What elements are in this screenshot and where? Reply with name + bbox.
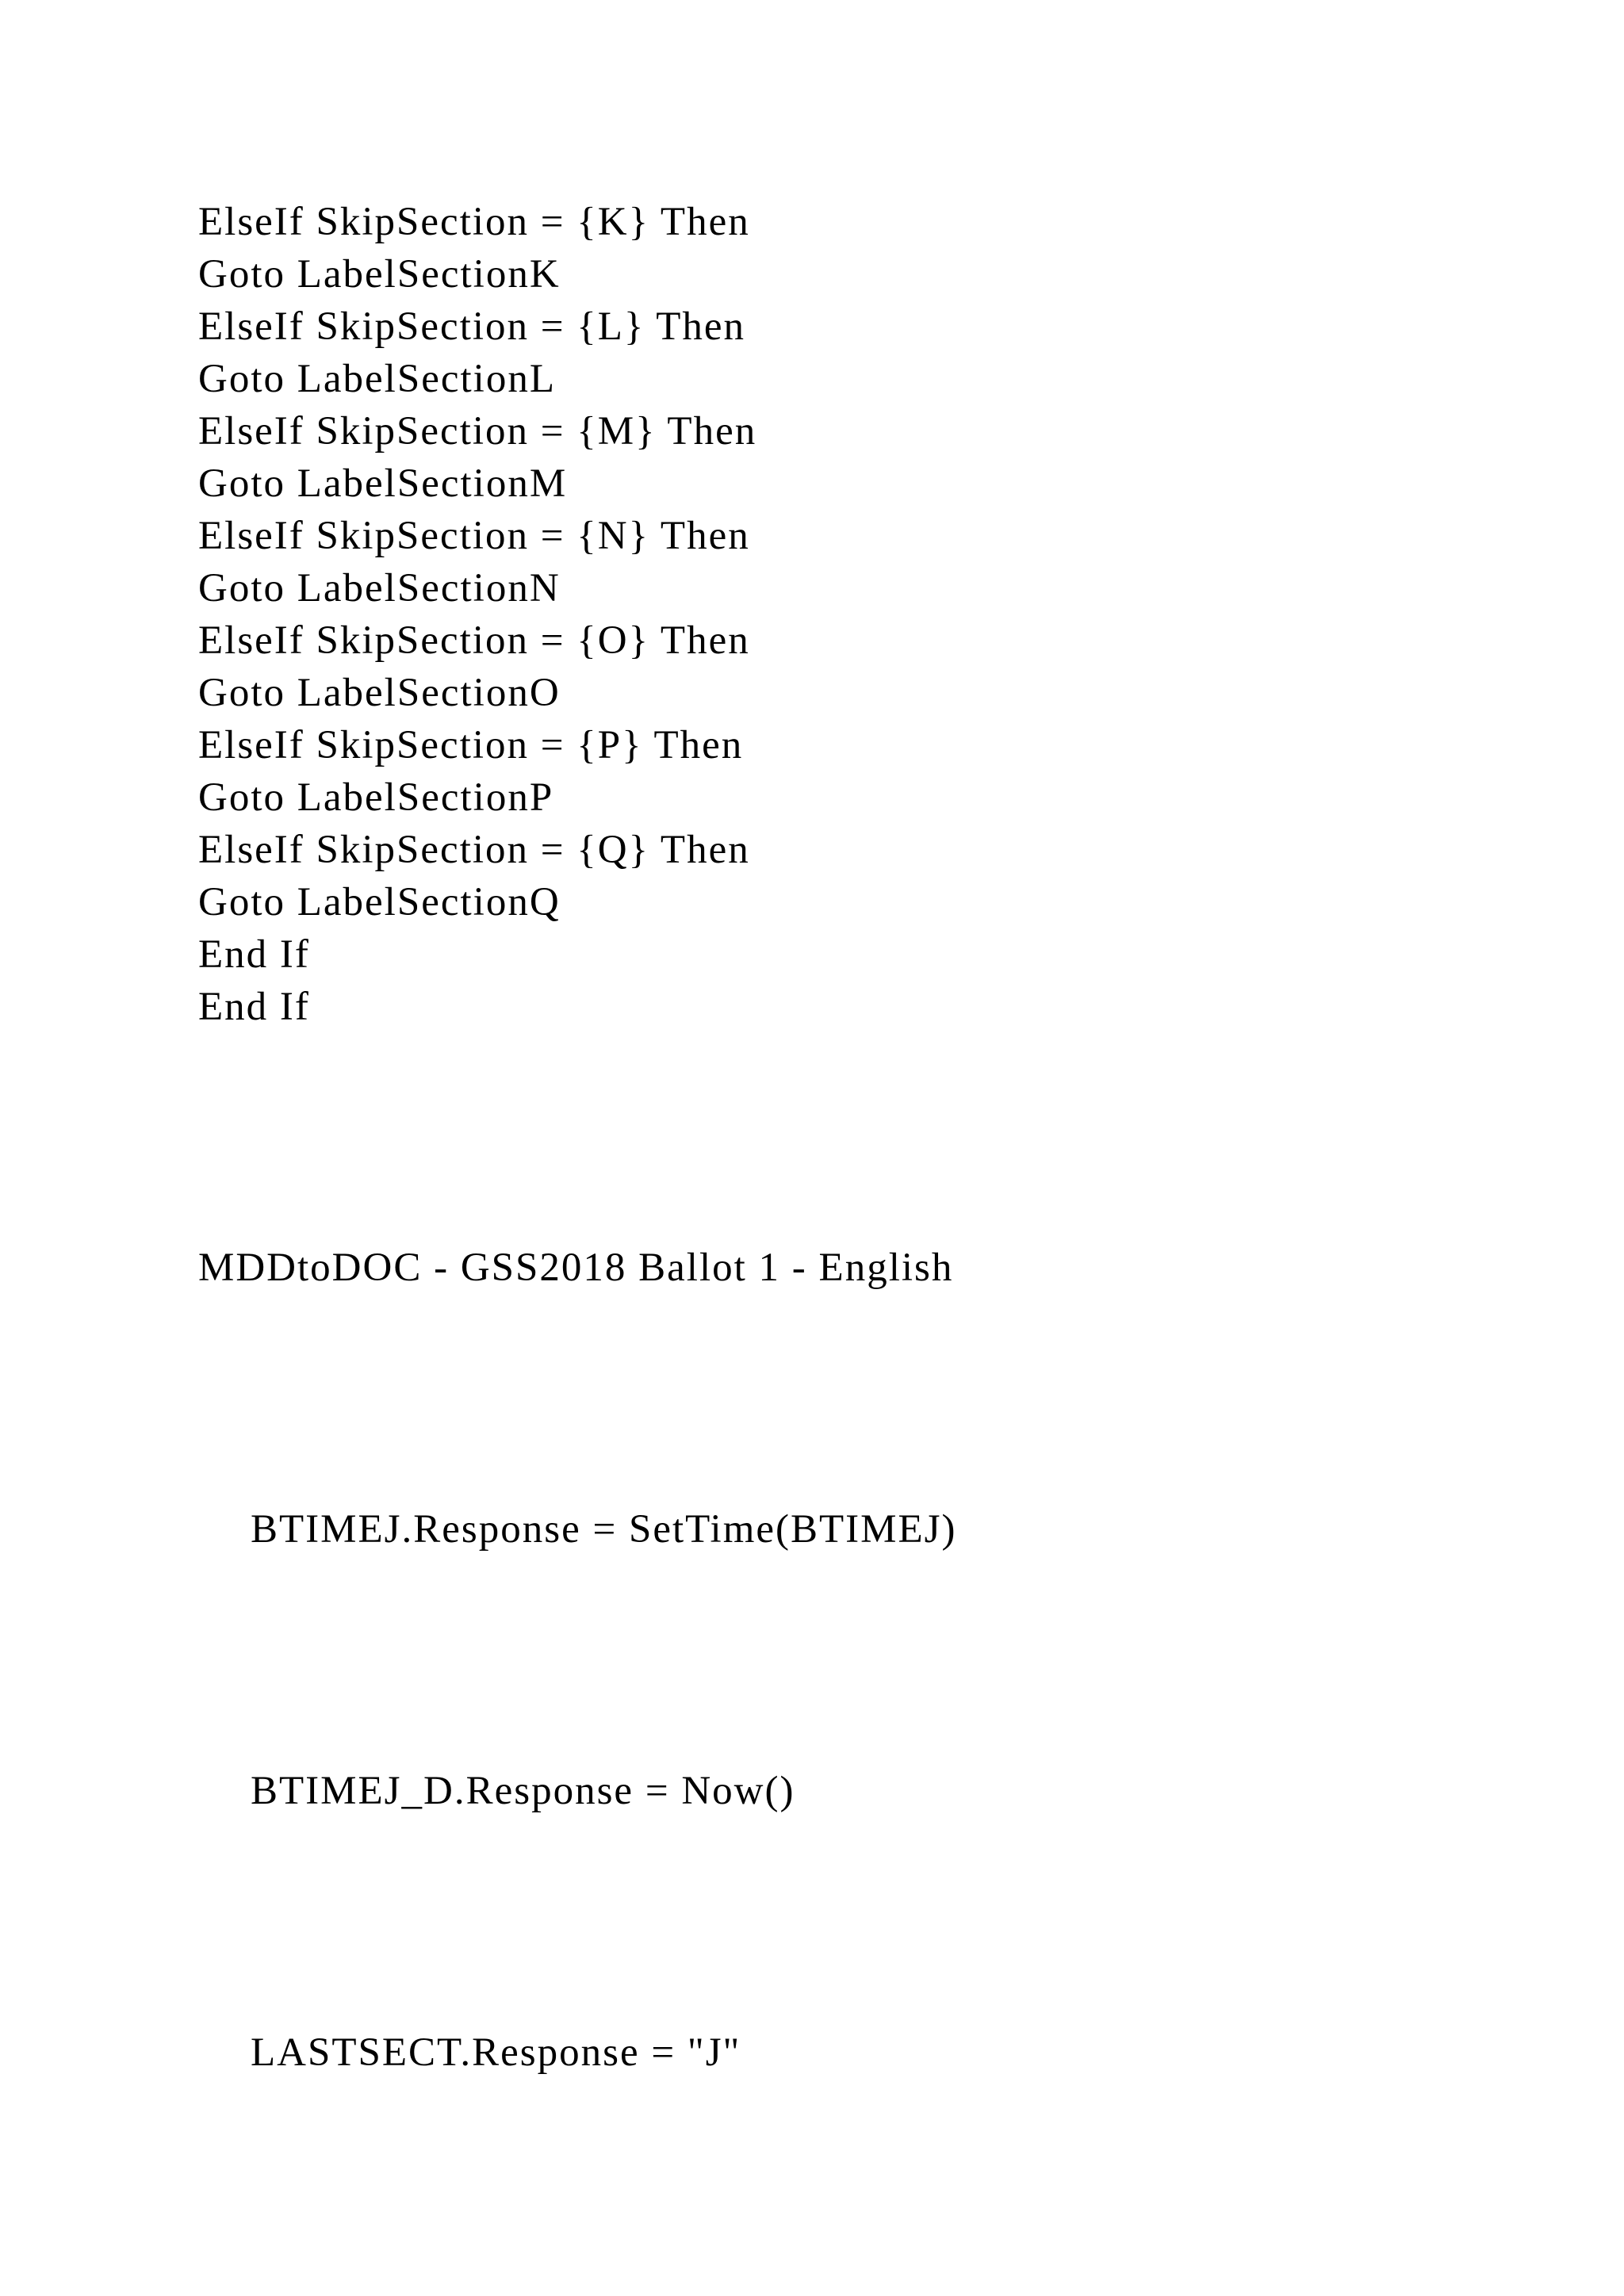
statement-line: LASTSECT.Response = "J" bbox=[251, 2030, 741, 2075]
code-line: Goto LabelSectionP bbox=[198, 775, 554, 820]
code-line: Goto LabelSectionL bbox=[198, 357, 556, 401]
code-line: Goto LabelSectionN bbox=[198, 566, 561, 610]
document-title-footer: MDDtoDOC - GSS2018 Ballot 1 - English bbox=[198, 1246, 954, 1290]
code-line: Goto LabelSectionO bbox=[198, 671, 561, 715]
code-line: Goto LabelSectionQ bbox=[198, 880, 561, 924]
code-line: ElseIf SkipSection = {L} Then bbox=[198, 304, 746, 349]
statement-line: BTIMEJ.Response = SetTime(BTIMEJ) bbox=[251, 1507, 957, 1552]
code-line: ElseIf SkipSection = {O} Then bbox=[198, 618, 750, 663]
code-line: Goto LabelSectionM bbox=[198, 461, 568, 506]
code-line: End If bbox=[198, 985, 310, 1029]
code-line: ElseIf SkipSection = {P} Then bbox=[198, 723, 744, 767]
code-line: ElseIf SkipSection = {N} Then bbox=[198, 514, 750, 558]
statement-line: BTIMEJ_D.Response = Now() bbox=[251, 1769, 795, 1813]
code-line: End If bbox=[198, 932, 310, 977]
code-line: Goto LabelSectionK bbox=[198, 252, 561, 297]
code-line: ElseIf SkipSection = {Q} Then bbox=[198, 828, 750, 872]
code-line: ElseIf SkipSection = {M} Then bbox=[198, 409, 757, 453]
code-line: ElseIf SkipSection = {K} Then bbox=[198, 200, 750, 244]
